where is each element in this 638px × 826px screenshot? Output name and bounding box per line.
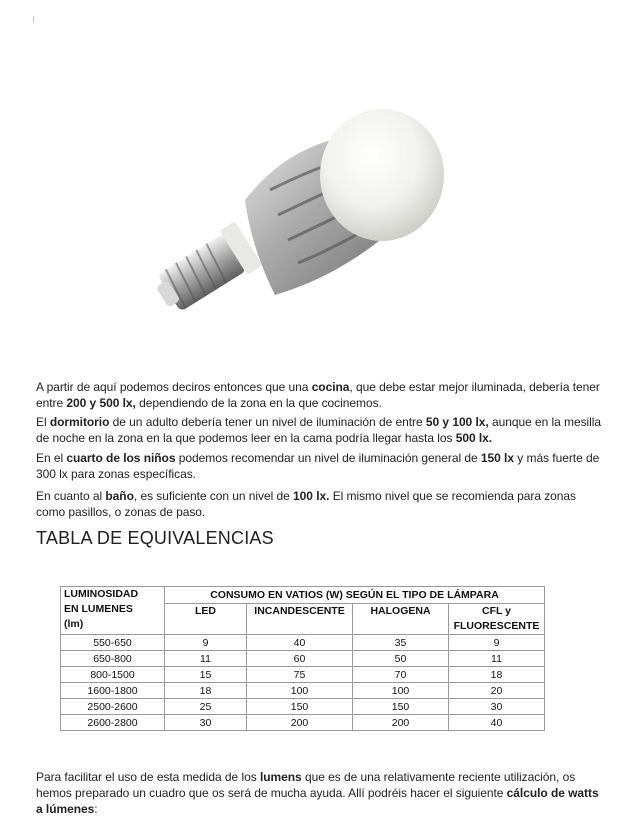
lumens-cell: 550-650 [61,635,165,651]
table-row [61,683,545,699]
cfl-header: CFL y FLUORESCENTE [449,604,545,635]
incandescent-cell: 75 [247,667,353,683]
table-row [61,667,545,683]
led-cell: 25 [165,699,247,715]
lumens-cell: 2500-2600 [61,699,165,715]
bold-text-run: 200 y 500 lx, [66,396,136,410]
bold-text-run: cálculo de watts a lúmenes [36,786,599,816]
bold-text-run: cuarto de los niños [66,451,176,465]
cfl-cell: 11 [449,651,545,667]
led-cell: 15 [165,667,247,683]
text-run: Para facilitar el uso de esta medida de los [36,770,260,784]
cfl-cell: 18 [449,667,545,683]
led-cell: 18 [165,683,247,699]
section-heading: TABLA DE EQUIVALENCIAS [36,528,274,548]
equivalence-table [60,586,544,732]
lumens-cell: 1600-1800 [61,683,165,699]
incandescent-header: INCANDESCENTE [247,604,353,635]
lumens-cell: 800-1500 [61,667,165,683]
consumption-header: CONSUMO EN VATIOS (W) SEGÚN EL TIPO DE LÁMPARA [165,587,545,604]
kitchen-paragraph [36,379,606,411]
halogen-header: HALOGENA [353,604,449,635]
lumens-header-line: LUMINOSIDAD [64,588,139,600]
footer-paragraph [36,769,606,817]
text-run: y más fuerte de 300 lx para zonas específicas. [36,451,600,481]
halogen-cell: 100 [353,683,449,699]
bold-text-run: 500 lx. [455,431,493,445]
led-bulb-image [150,105,450,310]
table-row [61,635,545,651]
lumens-header-line: EN LUMENES [64,603,133,615]
incandescent-cell: 60 [247,651,353,667]
bathroom-paragraph [36,488,606,520]
lumens-header [61,587,165,635]
bold-text-run: dormitorio [49,415,110,429]
kids-room-paragraph [36,450,606,482]
text-run: , que debe estar mejor iluminada, debería tener entre [36,380,600,410]
led-cell: 11 [165,651,247,667]
bedroom-paragraph [36,414,606,446]
text-run: En cuanto al [36,489,106,503]
incandescent-cell: 40 [247,635,353,651]
halogen-cell: 150 [353,699,449,715]
table-row [61,699,545,715]
text-run: El [36,415,50,429]
cfl-cell: 40 [449,715,545,731]
cfl-cell: 30 [449,699,545,715]
text-run: A partir de aquí podemos deciros entonces que una [36,380,312,394]
text-run: podemos recomendar un nivel de iluminación general de [175,451,481,465]
text-run: dependiendo de la zona en la que cocinemos. [135,396,382,410]
bold-text-run: lumens [259,770,302,784]
halogen-cell: 200 [353,715,449,731]
incandescent-cell: 200 [247,715,353,731]
lumens-cell: 2600-2800 [61,715,165,731]
text-run: El mismo nivel que se recomienda para zonas como pasillos, o zonas de paso. [36,489,576,519]
lumens-cell: 650-800 [61,651,165,667]
text-run: , es suficiente con un nivel de [133,489,294,503]
halogen-cell: 70 [353,667,449,683]
incandescent-cell: 150 [247,699,353,715]
table-row [61,715,545,731]
led-cell: 30 [165,715,247,731]
halogen-cell: 50 [353,651,449,667]
bold-text-run: 100 lx. [293,489,330,503]
page-margin-mark [33,16,34,23]
bold-text-run: baño [105,489,134,503]
text-run: : [94,802,98,816]
halogen-cell: 35 [353,635,449,651]
lumens-header-line: (lm) [64,618,84,630]
led-header: LED [165,604,247,635]
incandescent-cell: 100 [247,683,353,699]
table-row [61,651,545,667]
text-run: que es de una relativamente reciente utilización, os hemos preparado un cuadro que os será de mucha ayuda. Allí podréis hacer el siguiente [36,770,576,800]
text-run: de un adulto debería tener un nivel de iluminación de entre [109,415,426,429]
text-run: En el [36,451,67,465]
cfl-cell: 20 [449,683,545,699]
bold-text-run: 50 y 100 lx, [425,415,489,429]
bold-text-run: 150 lx [480,451,514,465]
led-cell: 9 [165,635,247,651]
bold-text-run: cocina [311,380,350,394]
text-run: aunque en la mesilla de noche en la zona en la que podemos leer en la cama podría llegar hasta los [36,415,602,445]
cfl-cell: 9 [449,635,545,651]
